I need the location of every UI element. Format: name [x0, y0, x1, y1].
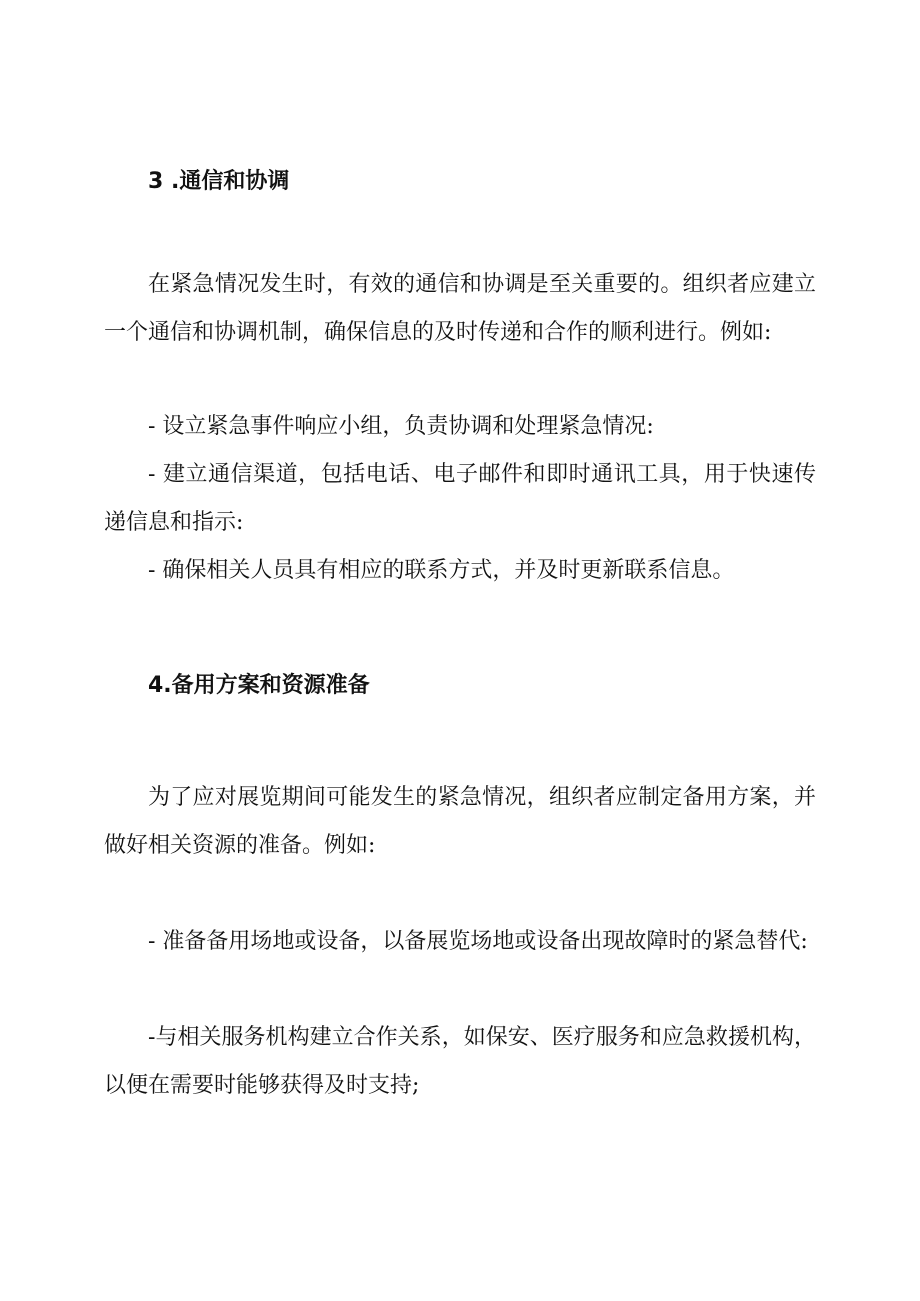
section-4-intro-paragraph: 为了应对展览期间可能发生的紧急情况，组织者应制定备用方案，并做好相关资源的准备。例如:	[104, 785, 816, 858]
section-4-list-item: -与相关服务机构建立合作关系，如保安、医疗服务和应急救援机构，以便在需要时能够获得及时支持;	[104, 1025, 816, 1098]
section-3-heading: 3 .通信和协调	[148, 169, 290, 194]
section-3-list-item: - 确保相关人员具有相应的联系方式，并及时更新联系信息。	[148, 558, 735, 583]
section-3-intro-paragraph: 在紧急情况发生时，有效的通信和协调是至关重要的。组织者应建立一个通信和协调机制，确保信息的及时传递和合作的顺利进行。例如:	[104, 272, 816, 345]
section-3-list-item: - 建立通信渠道，包括电话、电子邮件和即时通讯工具，用于快速传递信息和指示:	[104, 462, 816, 535]
section-4-heading: 4.备用方案和资源准备	[148, 673, 370, 698]
section-3-list-item: - 设立紧急事件响应小组，负责协调和处理紧急情况:	[148, 414, 654, 439]
section-4-list-item: - 准备备用场地或设备，以备展览场地或设备出现故障时的紧急替代:	[148, 929, 808, 954]
